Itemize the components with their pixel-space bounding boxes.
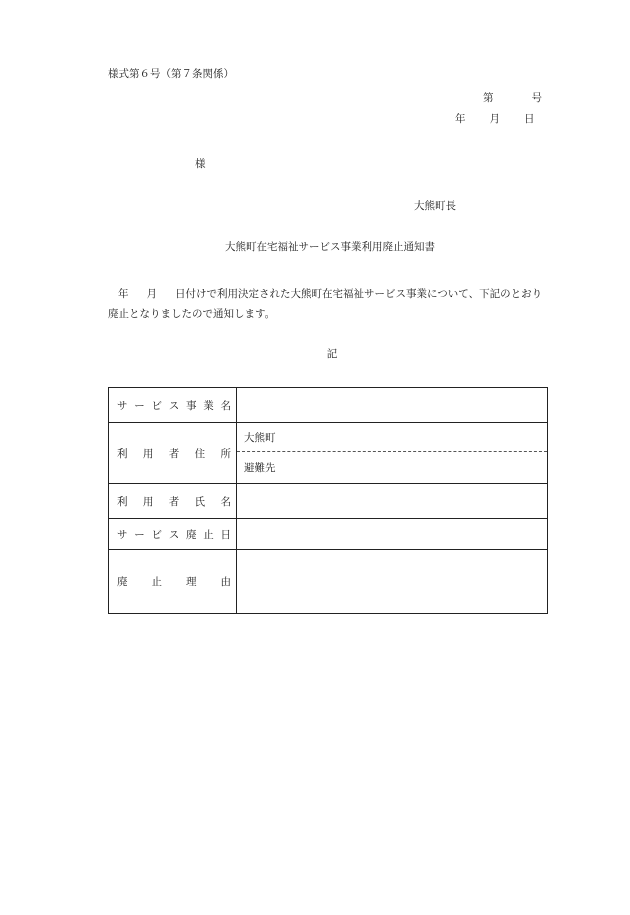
label-char: 利 (117, 495, 128, 508)
label-char: 日 (220, 528, 231, 541)
body-month: 月 (146, 288, 157, 300)
date-month: 月 (489, 113, 500, 125)
service-name-label (109, 388, 237, 423)
body-text (108, 284, 550, 324)
number-suffix: 号 (531, 92, 542, 104)
label-char: 者 (168, 495, 180, 508)
label-char: 用 (142, 495, 154, 508)
user-address-value[interactable] (237, 423, 548, 484)
label-char: 止 (151, 576, 162, 588)
user-name-value[interactable] (237, 484, 548, 519)
detail-table (108, 387, 548, 614)
label-char: 事 (186, 399, 197, 412)
number-prefix: 第 (483, 92, 494, 104)
label-char: 廃 (117, 576, 128, 588)
label-char: 理 (186, 576, 197, 588)
label-char: サ (117, 399, 128, 412)
row-abolition-date (109, 519, 548, 550)
service-name-value[interactable] (237, 388, 548, 423)
body-sentence: 日付けで利用決定された大熊町在宅福祉サービス事業について、下記のとおり廃止となりましたので通知します。 (108, 288, 543, 320)
user-name-label (109, 484, 237, 519)
label-char: 業 (203, 399, 214, 412)
label-char: ビ (151, 399, 162, 412)
label-char: 名 (220, 399, 231, 412)
label-char: 利 (117, 447, 128, 460)
label-char: 名 (220, 495, 231, 508)
label-char: 住 (194, 447, 206, 460)
label-char: 所 (220, 447, 231, 460)
row-abolition-reason (109, 550, 548, 614)
label-char: ス (168, 528, 180, 541)
sender: 大熊町長 (414, 200, 456, 212)
label-char: 由 (220, 576, 231, 588)
label-char: 用 (142, 447, 154, 460)
abolition-reason-value[interactable] (237, 550, 548, 614)
date-day: 日 (524, 113, 535, 125)
body-year: 年 (118, 288, 129, 300)
abolition-reason-label (109, 550, 237, 614)
label-char: ス (168, 399, 180, 412)
date-year: 年 (455, 113, 466, 125)
row-user-name (109, 484, 548, 519)
label-char: 止 (203, 528, 214, 541)
address-town: 大熊町 (237, 423, 547, 452)
row-user-address (109, 423, 548, 484)
label-char: ビ (151, 528, 162, 541)
label-char: サ (117, 528, 128, 541)
label-char: ー (134, 399, 145, 412)
form-number: 様式第６号（第７条関係） (108, 68, 234, 80)
label-char: 廃 (186, 528, 197, 541)
document-title: 大熊町在宅福祉サービス事業利用廃止通知書 (225, 241, 435, 253)
label-char: 氏 (194, 495, 206, 508)
ki-heading: 記 (326, 348, 338, 360)
label-char: 者 (168, 447, 180, 460)
addressee: 様 (195, 158, 206, 170)
abolition-date-label (109, 519, 237, 550)
issue-number (483, 93, 542, 104)
user-address-label (109, 423, 237, 484)
issue-date (455, 114, 535, 125)
label-char: ー (134, 528, 145, 541)
abolition-date-value[interactable] (237, 519, 548, 550)
address-evacuation: 避難先 (244, 462, 276, 474)
row-service-name (109, 388, 548, 423)
